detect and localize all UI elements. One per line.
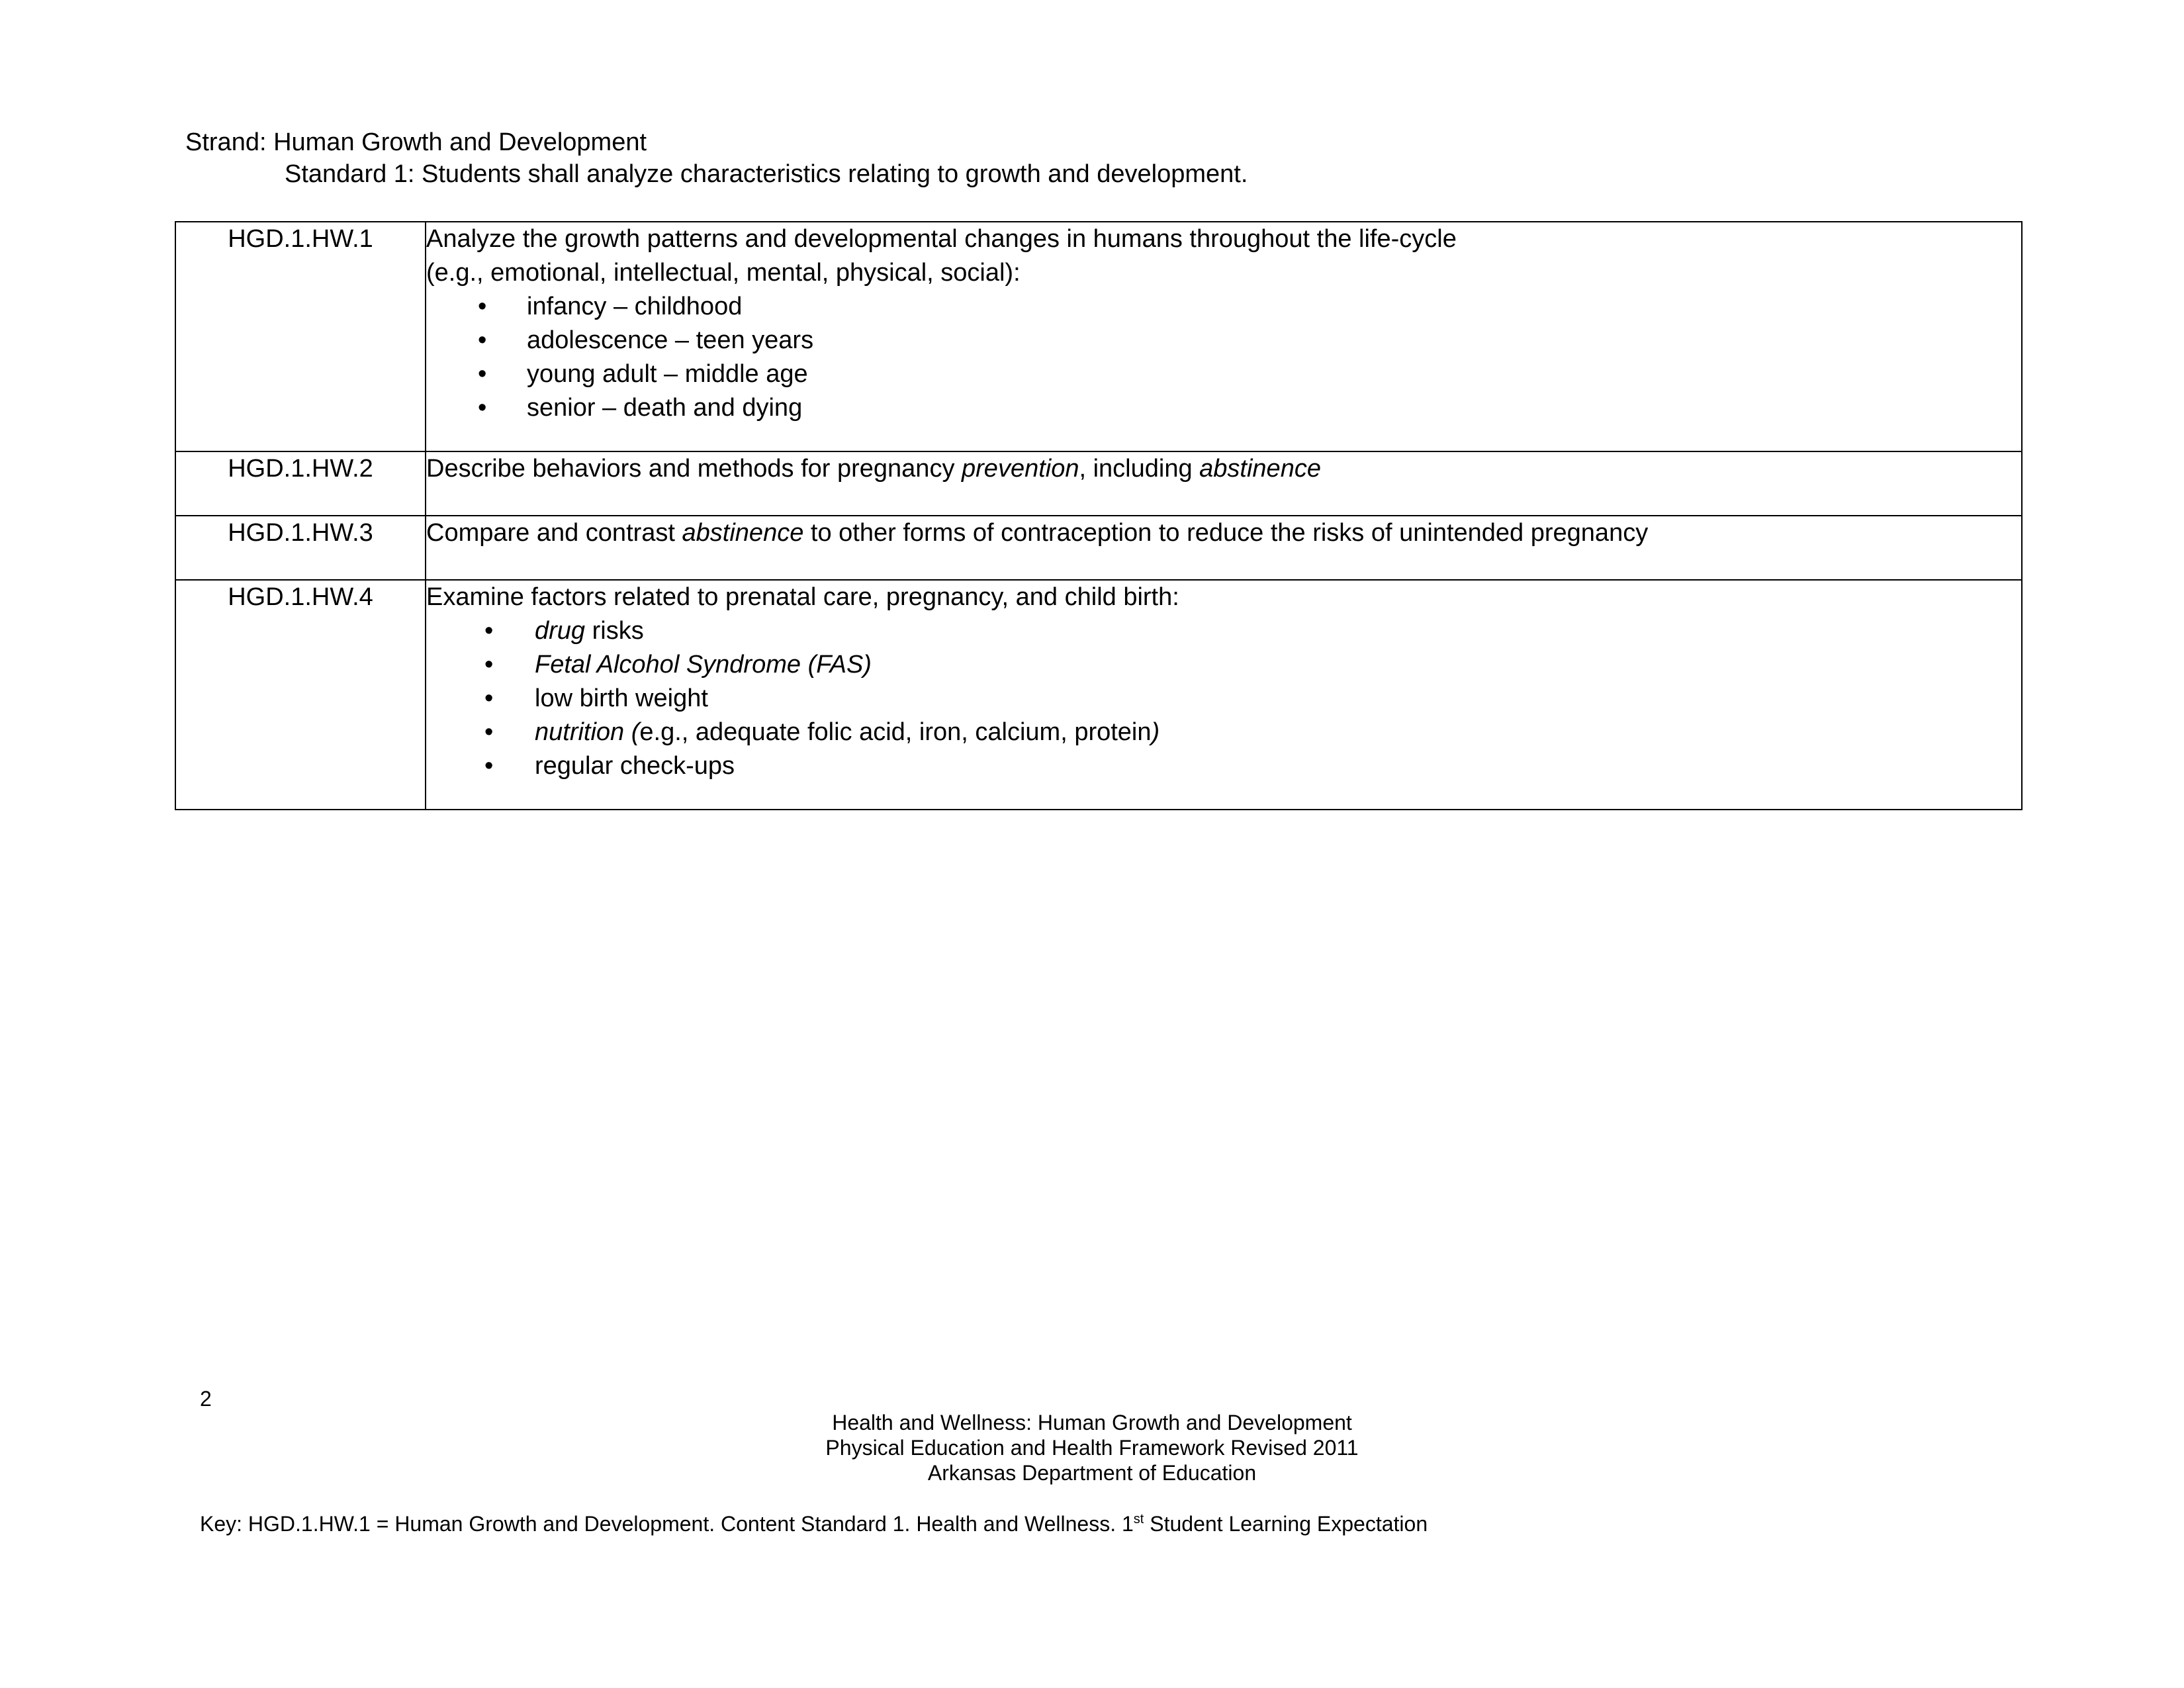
list-item: • adolescence – teen years — [426, 324, 2021, 357]
list-item-text: e.g., adequate folic acid, iron, calcium, protein — [639, 718, 1152, 746]
emphasis-term: abstinence — [1199, 455, 1321, 483]
emphasis-term: abstinence — [682, 519, 804, 547]
sle-text: Analyze the growth patterns and developmental changes in humans throughout the life-cycle — [426, 225, 1457, 253]
footer-line: Physical Education and Health Framework Revised 2011 — [825, 1436, 1359, 1460]
key-text: Key: HGD.1.HW.1 = Human Growth and Development. Content Standard 1. Health and Wellness. 1 — [200, 1512, 1134, 1536]
list-item: • regular check-ups — [426, 749, 2021, 783]
sle-text: , including — [1079, 455, 1200, 483]
sle-code: HGD.1.HW.1 — [175, 222, 426, 451]
emphasis-term: drug — [535, 617, 586, 645]
key-superscript: st — [1133, 1512, 1144, 1526]
strand-heading: Strand: Human Growth and Development — [185, 128, 647, 156]
bullet-list — [426, 290, 2021, 425]
page-footer — [728, 1410, 1456, 1485]
sle-description — [426, 451, 2022, 516]
list-item-text: risks — [585, 617, 644, 645]
sle-code: HGD.1.HW.2 — [175, 451, 426, 516]
list-item — [426, 716, 2021, 749]
table-row — [175, 451, 2022, 516]
key-text-end: Student Learning Expectation — [1144, 1512, 1428, 1536]
sle-text: to other forms of contraception to reduce the risks of unintended pregnancy — [803, 519, 1649, 547]
list-item — [426, 648, 2021, 682]
sle-text: Examine factors related to prenatal care, pregnancy, and child birth: — [426, 583, 1179, 611]
sle-description — [426, 516, 2022, 580]
bullet-list — [426, 614, 2021, 783]
list-item: • infancy – childhood — [426, 290, 2021, 324]
table-row — [175, 222, 2022, 451]
code-key — [200, 1511, 1428, 1537]
standard-heading: Standard 1: Students shall analyze characteristics relating to growth and development. — [285, 160, 1248, 188]
sle-description — [426, 222, 2022, 451]
emphasis-term: prevention — [962, 455, 1079, 483]
list-item: • young adult – middle age — [426, 357, 2021, 391]
list-item: • senior – death and dying — [426, 391, 2021, 425]
sle-text: Describe behaviors and methods for pregnancy — [426, 455, 962, 483]
list-item: • low birth weight — [426, 682, 2021, 716]
footer-line: Arkansas Department of Education — [927, 1461, 1257, 1485]
emphasis-term: Fetal Alcohol Syndrome (FAS) — [535, 651, 872, 679]
sle-code: HGD.1.HW.4 — [175, 580, 426, 810]
list-item — [426, 614, 2021, 648]
table-row — [175, 516, 2022, 580]
sle-code: HGD.1.HW.3 — [175, 516, 426, 580]
page-number: 2 — [200, 1387, 212, 1411]
table-row — [175, 580, 2022, 810]
expectations-table — [175, 221, 2023, 810]
sle-text: (e.g., emotional, intellectual, mental, physical, social): — [426, 259, 1021, 287]
sle-description — [426, 580, 2022, 810]
emphasis-term: ) — [1151, 718, 1160, 746]
footer-line: Health and Wellness: Human Growth and Development — [832, 1411, 1352, 1434]
emphasis-term: nutrition ( — [535, 718, 640, 746]
sle-text: Compare and contrast — [426, 519, 682, 547]
